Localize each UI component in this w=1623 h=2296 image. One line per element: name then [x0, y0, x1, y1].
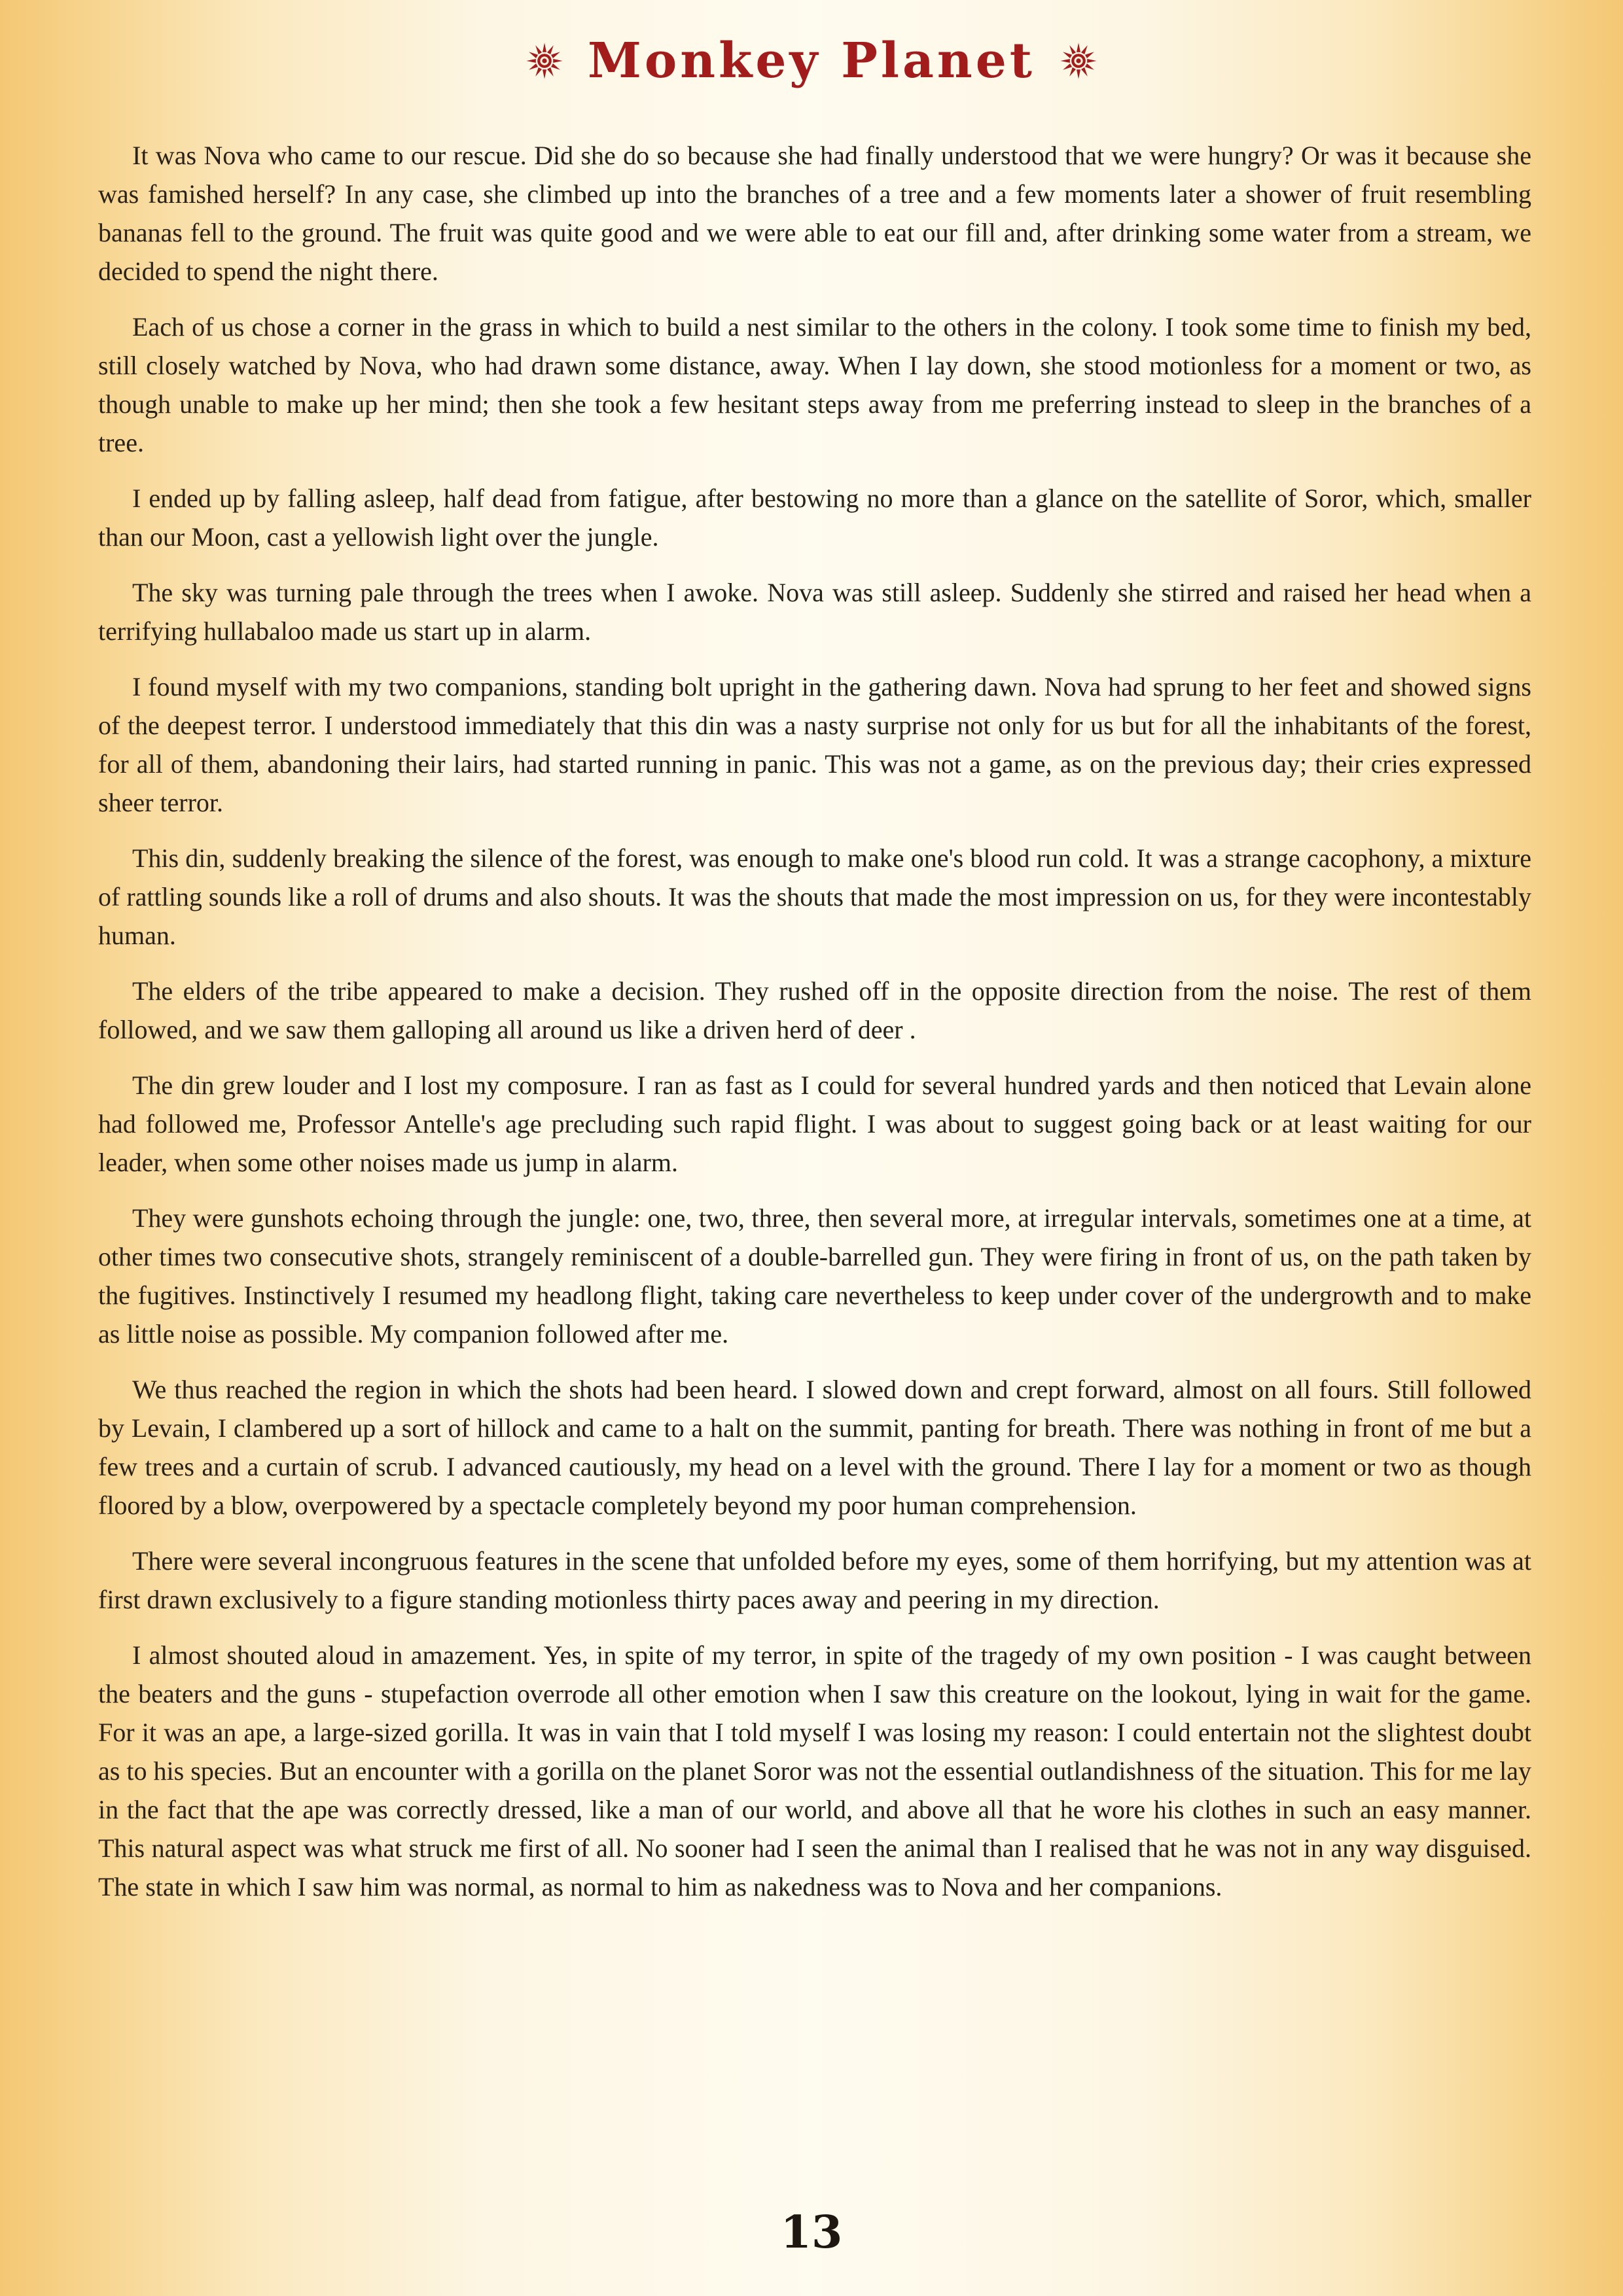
- paragraph: The sky was turning pale through the trees when I awoke. Nova was still asleep. Suddenly she stirred and raised her head when a terrifying hullabaloo made us start up in alarm.: [98, 578, 1531, 646]
- paragraph: The din grew louder and I lost my composure. I ran as fast as I could for several hundred yards and then noticed that Levain alone had followed me, Professor Antelle's age precluding such rapid flight. I was about to suggest going back or at least waiting for our leader, when some other noises made us jump in alarm.: [98, 1070, 1531, 1177]
- title-word-monkey: Monkey: [588, 33, 821, 89]
- paragraph: This din, suddenly breaking the silence of the forest, was enough to make one's blood run cold. It was a strange cacophony, a mixture of rattling sounds like a roll of drums and also shouts. It was the shouts that made the most impression on us, for they were incontestably human.: [98, 843, 1531, 950]
- paragraph: The elders of the tribe appeared to make a decision. They rushed off in the opposite direction from the noise. The rest of them followed, and we saw them galloping all around us like a driven herd of deer .: [98, 976, 1531, 1044]
- paragraph: We thus reached the region in which the shots had been heard. I slowed down and crept forward, almost on all fours. Still followed by Levain, I clambered up a sort of hillock and came to a halt on the summit, panting for breath. There was nothing in front of me but a few trees and a curtain of scrub. I advanced cautiously, my head on a level with the ground. There I lay for a moment or two as though floored by a blow, overpowered by a spectacle completely beyond my poor human comprehension.: [98, 1375, 1531, 1520]
- page-title: [588, 33, 1035, 89]
- paragraph: It was Nova who came to our rescue. Did she do so because she had finally understood that we were hungry? Or was it because she was famished herself? In any case, she climbed up into the branches of a tree and a few moments later a shower of fruit resembling bananas fell to the ground. The fruit was quite good and we were able to eat our fill and, after drinking some water from a stream, we decided to spend the night there.: [98, 141, 1531, 286]
- sun-ornament-icon: [525, 41, 564, 80]
- sun-ornament-icon: [1059, 41, 1098, 80]
- page-header: [0, 25, 1623, 97]
- paragraph: Each of us chose a corner in the grass in which to build a nest similar to the others in the colony. I took some time to finish my bed, still closely watched by Nova, who had drawn some distance, away. When I lay down, she stood motionless for a moment or two, as though unable to make up her mind; then she took a few hesitant steps away from me preferring instead to sleep in the branches of a tree.: [98, 312, 1531, 457]
- paragraph: I found myself with my two companions, standing bolt upright in the gathering dawn. Nova had sprung to her feet and showed signs of the deepest terror. I understood immediately that this din was a nasty surprise not only for us but for all the inhabitants of the forest, for all of them, abandoning their lairs, had started running in panic. This was not a game, as on the previous day; their cries expressed sheer terror.: [98, 672, 1531, 817]
- paragraph: I almost shouted aloud in amazement. Yes, in spite of my terror, in spite of the tragedy of my own position - I was caught between the beaters and the guns - stupefaction overrode all other emotion when I saw this creature on the lookout, lying in wait for the game. For it was an ape, a large-sized gorilla. It was in vain that I told myself I was losing my reason: I could entertain not the slightest doubt as to his species. But an encounter with a gorilla on the planet Soror was not the essential outlandishness of the situation. This for me lay in the fact that the ape was correctly dressed, like a man of our world, and above all that he wore his clothes in such an easy manner. This natural aspect was what struck me first of all. No sooner had I seen the animal than I realised that he was not in any way disguised. The state in which I saw him was normal, as normal to him as nakedness was to Nova and her companions.: [98, 1640, 1531, 1901]
- paragraph: I ended up by falling asleep, half dead from fatigue, after bestowing no more than a glance on the satellite of Soror, which, smaller than our Moon, cast a yellowish light over the jungle.: [98, 484, 1531, 552]
- chapter-body: [98, 136, 1531, 1923]
- title-word-planet: Planet: [841, 33, 1035, 89]
- paragraph: They were gunshots echoing through the jungle: one, two, three, then several more, at irregular intervals, sometimes one at a time, at other times two consecutive shots, strangely reminiscent of a double-barrelled gun. They were firing in front of us, on the path taken by the fugitives. Instinctively I resumed my headlong flight, taking care nevertheless to keep under cover of the undergrowth and to make as little noise as possible. My companion followed after me.: [98, 1203, 1531, 1349]
- page-number: 13: [780, 2206, 843, 2259]
- paragraph: There were several incongruous features in the scene that unfolded before my eyes, some of them horrifying, but my attention was at first drawn exclusively to a figure standing motionless thirty paces away and peering in my direction.: [98, 1546, 1531, 1614]
